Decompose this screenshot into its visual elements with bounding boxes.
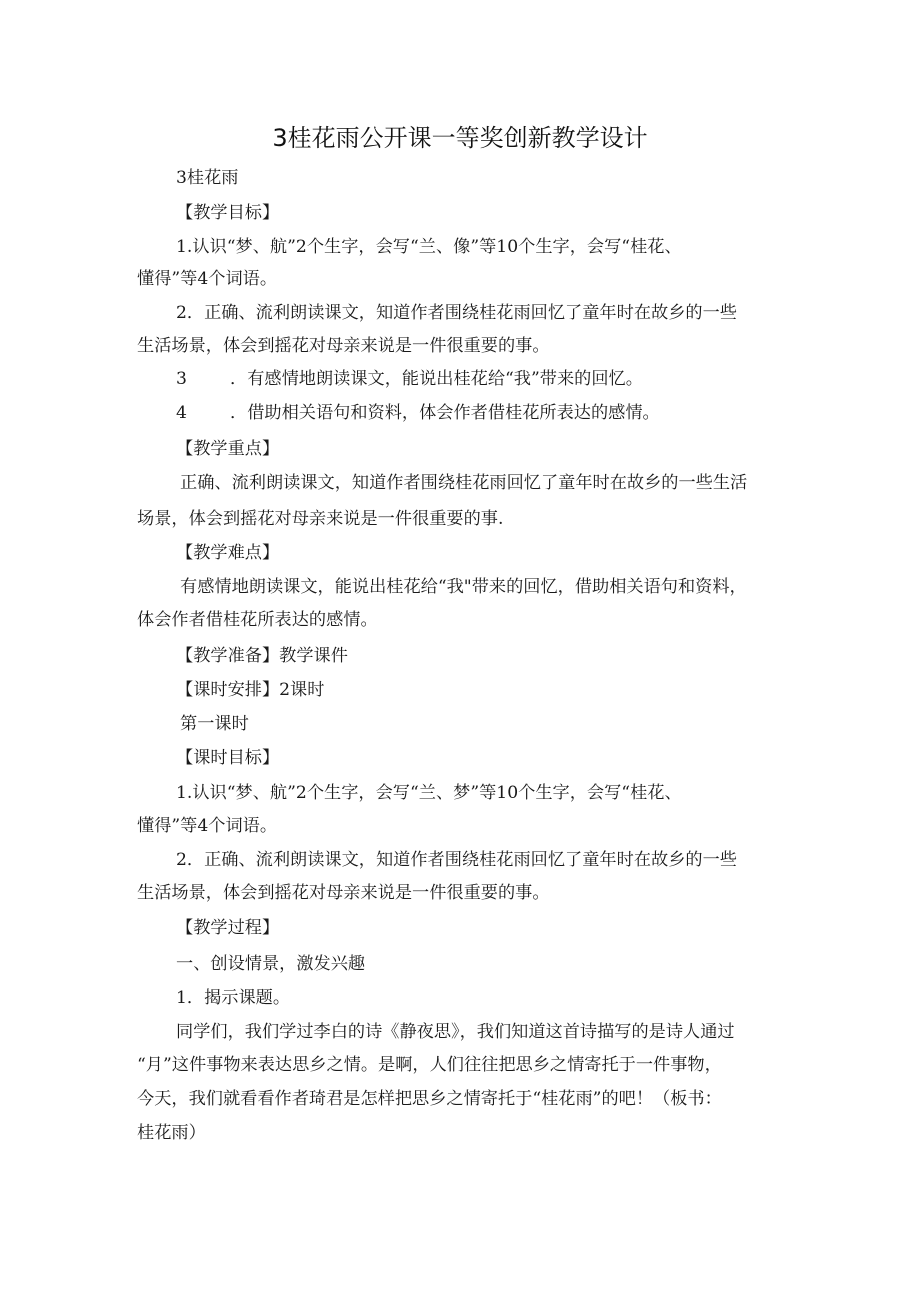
section-heading-key-points: 【教学重点】: [176, 439, 280, 459]
section-heading-lesson-goals: 【课时目标】: [176, 748, 280, 768]
class-schedule: 【课时安排】2课时: [176, 680, 325, 700]
goal-4-text: ．借助相关语句和资料，体会作者借桂花所表达的感情。: [230, 403, 660, 423]
goal-4: [176, 400, 660, 426]
difficulties-line-1: 有感情地朗读课文，能说出桂花给“我"带来的回忆，借助相关语句和资料，: [180, 577, 747, 597]
process-step-1-heading: 一、创设情景，激发兴趣: [176, 954, 366, 974]
intro-paragraph-line-2: “月”这件事物来表达思乡之情。是啊，人们往往把思乡之情寄托于一件事物，: [137, 1055, 722, 1075]
intro-paragraph-line-1: 同学们，我们学过李白的诗《静夜思》，我们知道这首诗描写的是诗人通过: [176, 1022, 735, 1042]
first-lesson-heading: 第一课时: [180, 714, 249, 734]
lesson-goal-2-line-1: 2．正确、流利朗读课文，知道作者围绕桂花雨回忆了童年时在故乡的一些: [176, 850, 737, 870]
process-step-1-item-1: 1．揭示课题。: [176, 988, 291, 1008]
difficulties-line-2: 体会作者借桂花所表达的感情。: [137, 610, 378, 630]
goal-3: [176, 366, 643, 392]
goal-3-number: 3: [176, 369, 187, 389]
lesson-goal-1-line-2: 懂得”等4个词语。: [137, 816, 278, 836]
lesson-goal-2-line-2: 生活场景，体会到摇花对母亲来说是一件很重要的事。: [137, 883, 550, 903]
goal-3-text: ．有感情地朗读课文，能说出桂花给“我”带来的回忆。: [230, 369, 643, 389]
goal-1-line-2: 懂得”等4个词语。: [137, 269, 278, 289]
lesson-goal-1-line-1: 1.认识“梦、航”2个生字，会写“兰、梦”等10个生字，会写“桂花、: [176, 783, 682, 803]
section-heading-difficulties: 【教学难点】: [176, 543, 280, 563]
goal-2-line-1: 2．正确、流利朗读课文，知道作者围绕桂花雨回忆了童年时在故乡的一些: [176, 303, 737, 323]
teaching-preparation: 【教学准备】教学课件: [176, 646, 348, 666]
document-title: 3桂花雨公开课一等奖创新教学设计: [272, 124, 648, 152]
goal-4-number: 4: [176, 403, 187, 423]
key-points-line-1: 正确、流利朗读课文，知道作者围绕桂花雨回忆了童年时在故乡的一些生活: [180, 473, 748, 493]
key-points-line-2: 场景，体会到摇花对母亲来说是一件很重要的事.: [137, 509, 504, 529]
goal-2-line-2: 生活场景，体会到摇花对母亲来说是一件很重要的事。: [137, 336, 550, 356]
section-heading-teaching-process: 【教学过程】: [176, 918, 280, 938]
section-heading-teaching-goals: 【教学目标】: [176, 203, 280, 223]
intro-paragraph-line-4: 桂花雨）: [137, 1123, 206, 1143]
goal-1-line-1: 1.认识“梦、航”2个生字，会写“兰、像”等10个生字，会写“桂花、: [176, 237, 682, 257]
intro-paragraph-line-3: 今天，我们就看看作者琦君是怎样把思乡之情寄托于“桂花雨”的吧！（板书：: [137, 1089, 722, 1109]
lesson-heading: 3桂花雨: [176, 168, 239, 188]
